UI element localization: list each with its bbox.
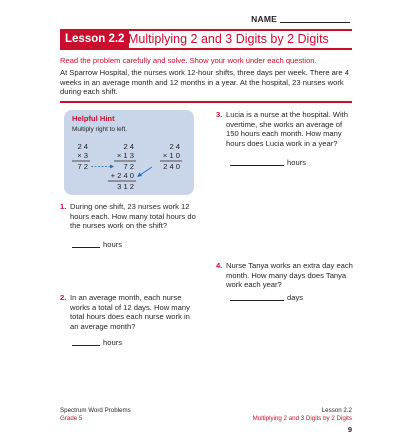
- title-bottom-rule: [60, 48, 352, 50]
- answer-3: [230, 158, 306, 168]
- question-number: 3.: [216, 110, 223, 119]
- ex3-multiplier: × 1 0: [162, 151, 180, 160]
- hint-worked-example: [64, 110, 194, 195]
- ex2-multiplicand: 2 4: [123, 142, 134, 151]
- answer-unit: hours: [103, 240, 122, 249]
- name-label: NAME: [251, 14, 277, 24]
- question-2: [60, 293, 200, 331]
- question-4: [216, 261, 356, 290]
- ex2-partial-2: + 2 4 0: [110, 171, 134, 180]
- lesson-title: Multiplying 2 and 3 Digits by 2 Digits: [128, 32, 329, 46]
- footer-lesson: Lesson 2.2: [321, 407, 352, 414]
- ex2-partial-1: 7 2: [123, 162, 134, 171]
- answer-blank[interactable]: [230, 165, 284, 166]
- answer-blank[interactable]: [230, 300, 284, 301]
- question-text: Nurse Tanya works an extra day each month. How many days does Tanya work each year?: [226, 261, 353, 290]
- question-number: 1.: [60, 202, 67, 211]
- ex2-multiplier: × 1 3: [116, 151, 134, 160]
- footer-grade: Grade 5: [60, 415, 83, 422]
- ex1-result: 7 2: [77, 162, 88, 171]
- answer-2: [72, 338, 122, 348]
- question-text: During one shift, 23 nurses work 12 hours each. How many total hours do the nurses work on the shift?: [70, 202, 196, 231]
- hint-title: Helpful Hint: [72, 114, 115, 123]
- ex3-multiplicand: 2 4: [169, 142, 180, 151]
- arrow-icon: [91, 165, 114, 169]
- lesson-tag: Lesson 2.2: [60, 31, 129, 48]
- answer-unit: hours: [287, 158, 306, 167]
- question-3: [216, 110, 356, 148]
- page-number: 9: [347, 425, 352, 434]
- question-text: Lucia is a nurse at the hospital. With overtime, she works an average of 150 hours each month. How many hours does Lucia work in a year?: [226, 110, 348, 148]
- footer-right: [253, 407, 352, 423]
- answer-4: [230, 293, 303, 303]
- name-field: [251, 14, 350, 24]
- section-divider: [60, 101, 352, 103]
- footer-left: [60, 407, 131, 423]
- footer-lesson-title: Multiplying 2 and 3 Digits by 2 Digits: [252, 415, 352, 422]
- ex1-multiplier: × 3: [77, 151, 88, 160]
- footer-book: Spectrum Word Problems: [60, 407, 131, 414]
- answer-1: [72, 240, 122, 250]
- ex2-sum: 3 1 2: [117, 182, 134, 191]
- hint-subtitle: Multiply right to left.: [72, 126, 128, 133]
- ex1-multiplicand: 2 4: [77, 142, 88, 151]
- answer-unit: hours: [103, 338, 122, 347]
- question-1: [60, 202, 200, 231]
- ex3-result: 2 4 0: [163, 162, 180, 171]
- arrow-icon: [137, 167, 152, 177]
- name-blank[interactable]: [280, 22, 350, 23]
- intro-paragraph: At Sparrow Hospital, the nurses work 12-hour shifts, three days per week. There are 4 weeks in an average month and 12 months in a year. At the hospital, 23 nurses work during each shift.: [60, 68, 349, 97]
- question-number: 4.: [216, 261, 223, 270]
- instructions: Read the problem carefully and solve. Show your work under each question.: [60, 56, 317, 65]
- question-number: 2.: [60, 293, 67, 302]
- answer-blank[interactable]: [72, 345, 100, 346]
- answer-blank[interactable]: [72, 247, 100, 248]
- question-text: In an average month, each nurse works a total of 12 days. How many total hours does each nurse work in an average month?: [70, 293, 190, 331]
- answer-unit: days: [287, 293, 304, 302]
